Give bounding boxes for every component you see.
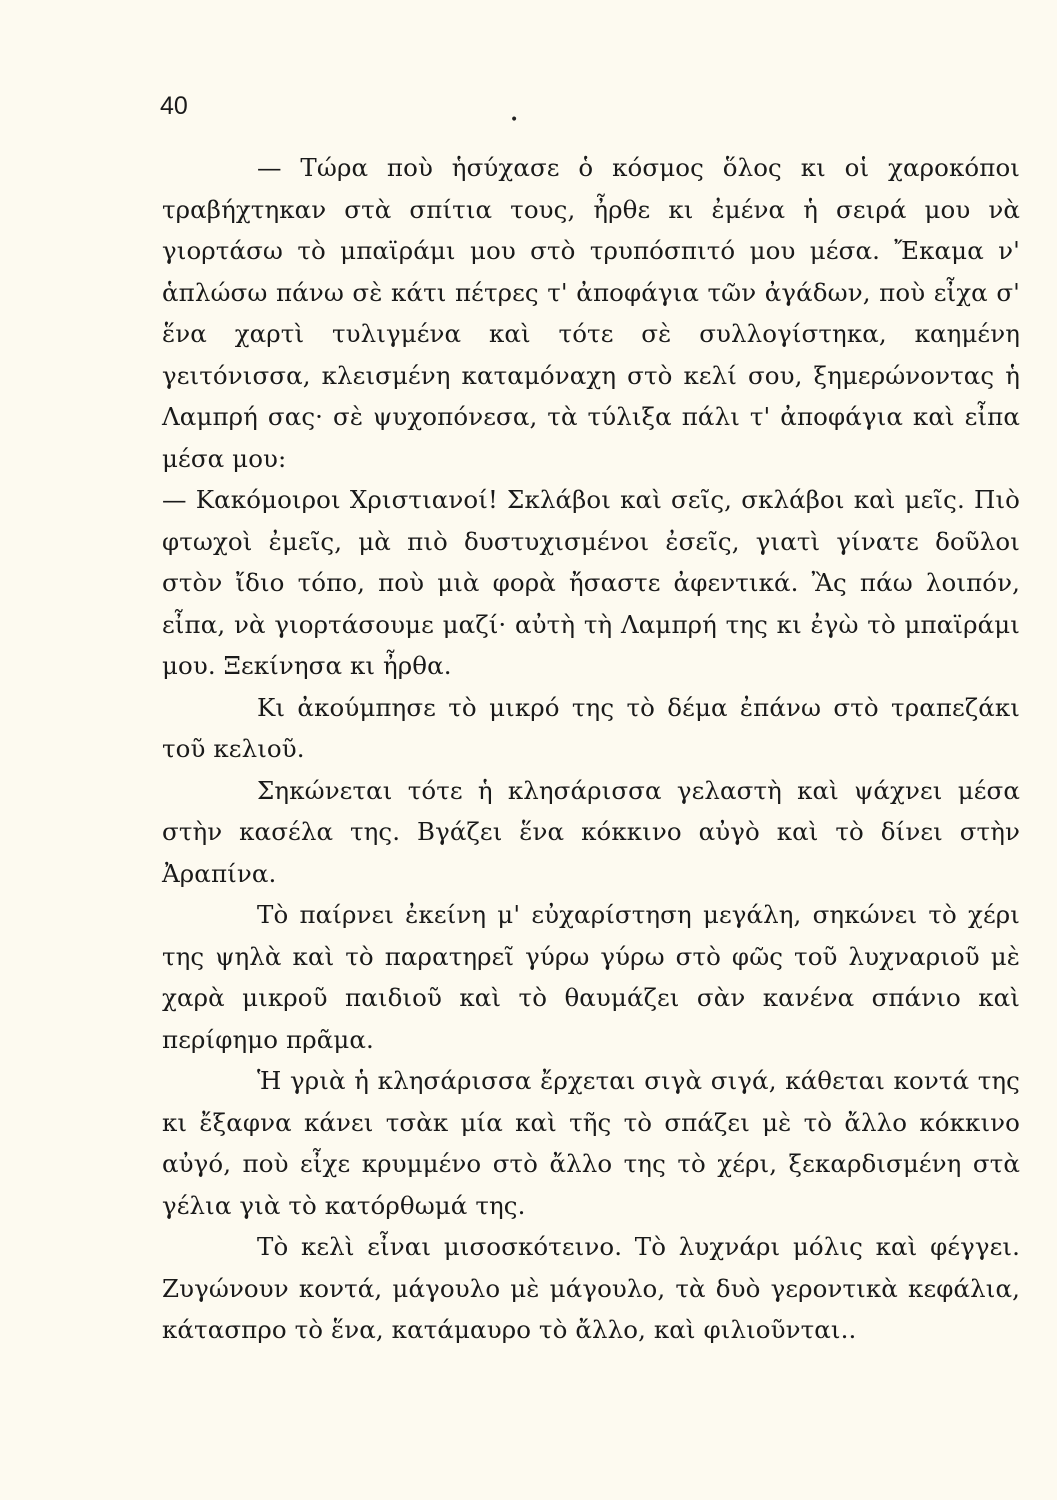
paragraph-4: Σηκώνεται τότε ἡ κλησάρισσα γελαστὴ καὶ ψάχνει μέσα στὴν κασέλα της. Βγάζει ἕνα κόκκινο αὐγὸ καὶ τὸ δίνει στὴν Ἀραπίνα.	[162, 775, 1020, 888]
paragraph-7: Τὸ κελὶ εἶναι μισοσκότεινο. Τὸ λυχνάρι μόλις καὶ φέγγει. Ζυγώνουν κοντά, μάγουλο μὲ μάγουλο, τὰ δυὸ γεροντικὰ κεφάλια, κάτασπρο τὸ ἕνα, κατάμαυρο τὸ ἄλλο, καὶ φιλιοῦνται..	[162, 1232, 1020, 1344]
body-text	[162, 147, 1020, 1351]
paragraph-1: — Τώρα ποὺ ἡσύχασε ὁ κόσμος ὅλος κι οἱ χαροκόποι τραβήχτηκαν στὰ σπίτια τους, ἦρθε κι ἐμένα ἡ σειρά μου νὰ γιορτάσω τὸ μπαϊράμι μου στὸ τρυπόσπιτό μου μέσα. Ἔκαμα ν' ἁπλώσω πάνω σὲ κάτι πέτρες τ' ἀποφάγια τῶν ἀγάδων, ποὺ εἶχα σ' ἕνα χαρτὶ τυλιγμένα καὶ τότε σὲ συλλογίστηκα, καημένη γειτόνισσα, κλεισμένη καταμόναχη στὸ κελί σου, ξημερώνοντας ἡ Λαμπρή σας· σὲ ψυχοπόνεσα, τὰ τύλιξα πάλι τ' ἀποφάγια καὶ εἶπα μέσα μου:	[162, 153, 1020, 473]
page-number: 40	[160, 92, 188, 120]
paragraph-6: Ἡ γριὰ ἡ κλησάρισσα ἔρχεται σιγὰ σιγά, κάθεται κοντά της κι ἔξαφνα κάνει τσὰκ μία καὶ τῆς τὸ σπάζει μὲ τὸ ἄλλο κόκκινο αὐγό, ποὺ εἶχε κρυμμένο στὸ ἄλλο της τὸ χέρι, ξεκαρδισμένη στὰ γέλια γιὰ τὸ κατόρθωμά της.	[162, 1066, 1020, 1220]
ink-speck: •	[510, 112, 519, 128]
paragraph-3: Κι ἀκούμπησε τὸ μικρό της τὸ δέμα ἐπάνω στὸ τραπεζάκι τοῦ κελιοῦ.	[162, 692, 1020, 763]
paragraph-5: Τὸ παίρνει ἐκείνη μ' εὐχαρίστηση μεγάλη, σηκώνει τὸ χέρι της ψηλὰ καὶ τὸ παρατηρεῖ γύρω γύρω στὸ φῶς τοῦ λυχναριοῦ μὲ χαρὰ μικροῦ παιδιοῦ καὶ τὸ θαυμάζει σὰν κανένα σπάνιο καὶ περίφημο πρᾶμα.	[162, 900, 1020, 1054]
paragraph-2: — Κακόμοιροι Χριστιανοί! Σκλάβοι καὶ σεῖς, σκλάβοι καὶ μεῖς. Πιὸ φτωχοὶ ἐμεῖς, μὰ πιὸ δυστυχισμένοι ἐσεῖς, γιατὶ γίνατε δοῦλοι στὸν ἴδιο τόπο, ποὺ μιὰ φορὰ ἤσαστε ἀφεντικά. Ἂς πάω λοιπόν, εἶπα, νὰ γιορτάσουμε μαζί· αὐτὴ τὴ Λαμπρή της κι ἐγὼ τὸ μπαϊράμι μου. Ξεκίνησα κι ἦρθα.	[162, 485, 1020, 680]
